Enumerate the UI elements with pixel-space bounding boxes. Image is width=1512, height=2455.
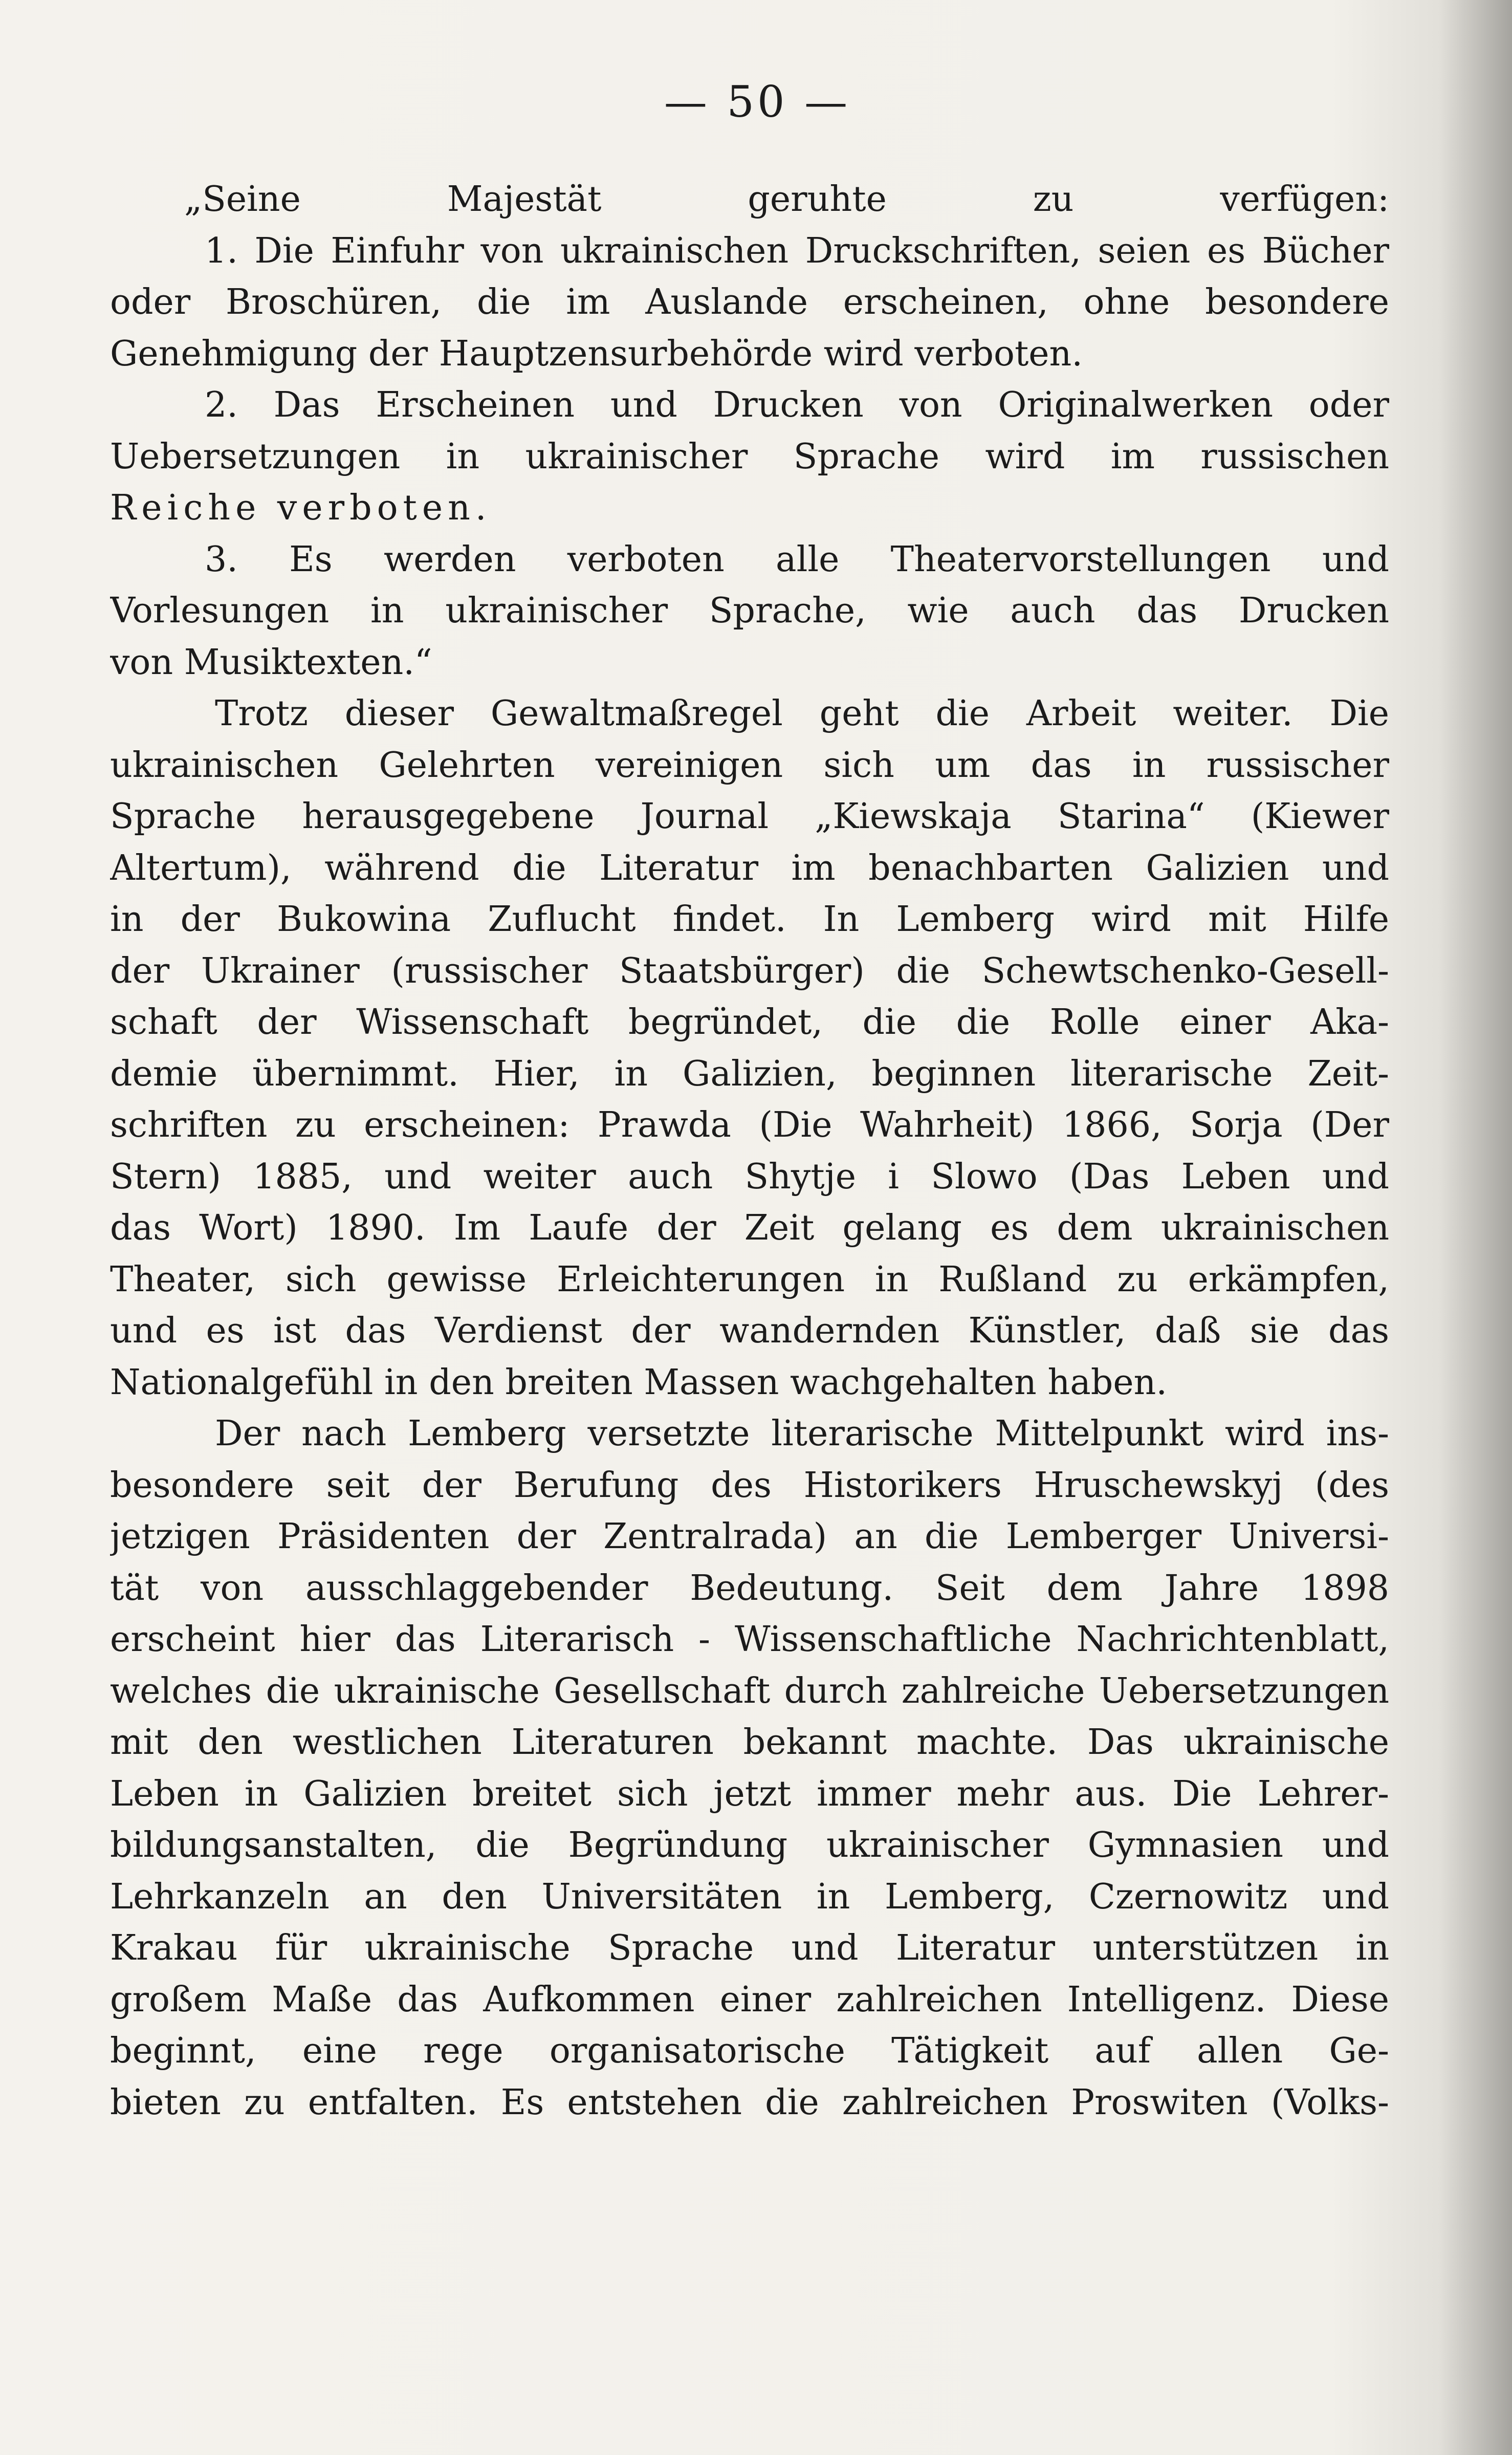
text-line: beginnt, eine rege organisatorische Tätigkeit auf allen Ge- [110,2031,1389,2071]
body-text [110,174,1389,2128]
text-line: tät von ausschlaggebender Bedeutung. Seit dem Jahre 1898 [110,1568,1389,1609]
text-line: besondere seit der Berufung des Historikers Hruschewskyj (des [110,1465,1389,1506]
text-line: in der Bukowina Zuflucht findet. In Lemberg wird mit Hilfe [110,899,1389,940]
text-line: 3. Es werden verboten alle Theatervorstellungen und [205,539,1389,580]
text-line: Reiche verboten. [110,488,492,528]
text-line: welches die ukrainische Gesellschaft durch zahlreiche Uebersetzungen [110,1670,1389,1711]
text-line: Nationalgefühl in den breiten Massen wachgehalten haben. [110,1362,1167,1403]
text-line: der Ukrainer (russischer Staatsbürger) die Schewtschenko-Gesell- [110,950,1389,991]
text-line: Der nach Lemberg versetzte literarische Mittelpunkt wird ins- [215,1414,1389,1454]
text-line: oder Broschüren, die im Auslande erscheinen, ohne besondere [110,282,1389,322]
text-line: 1. Die Einfuhr von ukrainischen Druckschriften, seien es Bücher [205,230,1389,271]
text-line: Genehmigung der Hauptzensurbehörde wird verboten. [110,333,1083,374]
text-line: Krakau für ukrainische Sprache und Literatur unterstützen in [110,1928,1389,1968]
text-line: 2. Das Erscheinen und Drucken von Originalwerken oder [205,385,1389,425]
text-line: ukrainischen Gelehrten vereinigen sich um das in russischer [110,745,1389,786]
text-line: das Wort) 1890. Im Laufe der Zeit gelang es dem ukrainischen [110,1208,1389,1248]
text-line: erscheint hier das Literarisch - Wissenschaftliche Nachrichtenblatt, [110,1619,1389,1660]
text-line: „Seine Majestät geruhte zu verfügen: [184,179,1389,220]
text-line: Theater, sich gewisse Erleichterungen in Rußland zu erkämpfen, [110,1259,1389,1300]
text-line: Stern) 1885, und weiter auch Shytje i Slowo (Das Leben und [110,1156,1389,1197]
text-line: jetzigen Präsidenten der Zentralrada) an die Lemberger Universi- [110,1516,1389,1557]
page-number: — 50 — [664,77,851,127]
text-line: bildungsanstalten, die Begründung ukrainischer Gymnasien und [110,1825,1389,1865]
text-line: Sprache herausgegebene Journal „Kiewskaja Starina“ (Kiewer [110,796,1389,837]
text-line: und es ist das Verdienst der wandernden Künstler, daß sie das [110,1311,1389,1351]
text-line: von Musiktexten.“ [110,642,432,683]
text-line: bieten zu entfalten. Es entstehen die zahlreichen Proswiten (Volks- [110,2082,1389,2123]
text-line: Vorlesungen in ukrainischer Sprache, wie auch das Drucken [110,591,1389,631]
text-line: Altertum), während die Literatur im benachbarten Galizien und [110,848,1389,888]
text-line: mit den westlichen Literaturen bekannt machte. Das ukrainische [110,1722,1389,1763]
text-line: Trotz dieser Gewaltmaßregel geht die Arbeit weiter. Die [215,693,1389,734]
text-line: demie übernimmt. Hier, in Galizien, beginnen literarische Zeit- [110,1053,1389,1094]
text-line: Uebersetzungen in ukrainischer Sprache wird im russischen [110,436,1389,477]
page-edge-shadow [1440,0,1512,2455]
text-line: Lehrkanzeln an den Universitäten in Lemberg, Czernowitz und [110,1876,1389,1917]
text-line: Leben in Galizien breitet sich jetzt immer mehr aus. Die Lehrer- [110,1773,1389,1814]
text-line: schaft der Wissenschaft begründet, die die Rolle einer Aka- [110,1002,1389,1042]
text-line: großem Maße das Aufkommen einer zahlreichen Intelligenz. Diese [110,1979,1389,2020]
text-line: schriften zu erscheinen: Prawda (Die Wahrheit) 1866, Sorja (Der [110,1105,1389,1145]
